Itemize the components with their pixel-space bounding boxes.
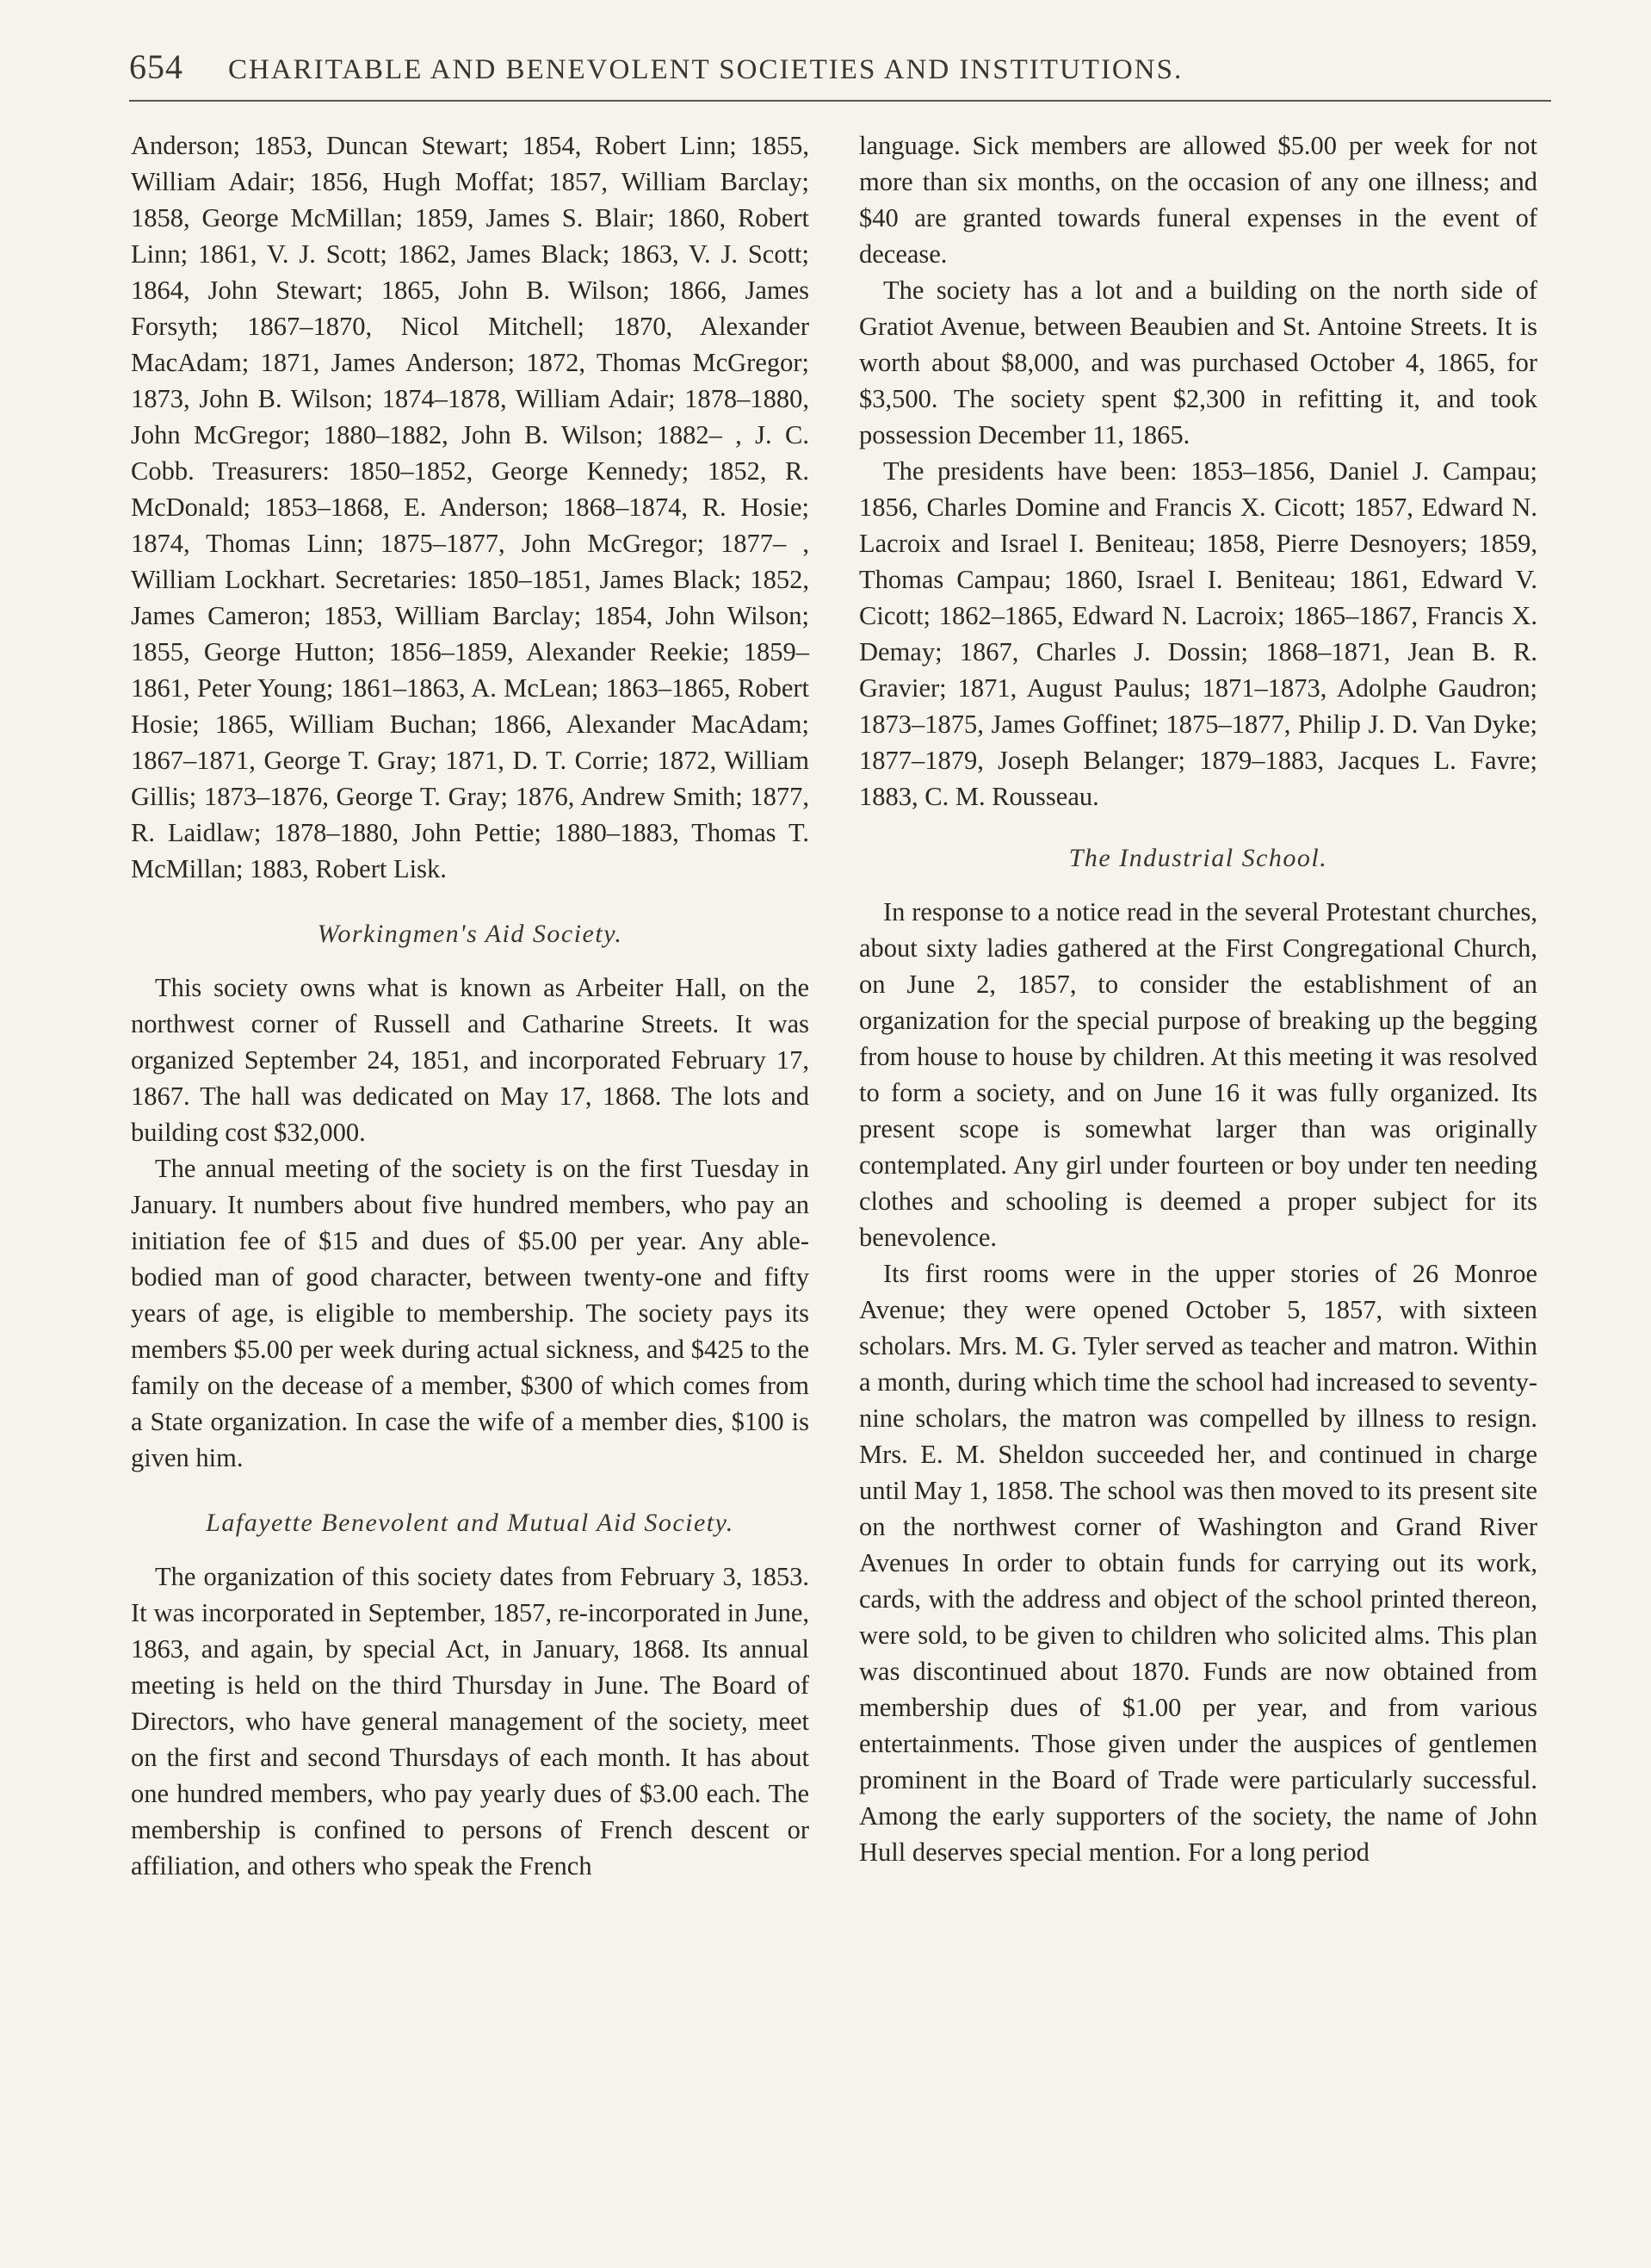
header-rule xyxy=(129,100,1551,102)
paragraph: language. Sick members are allowed $5.00 per week for not more than six months, on the occasion of any one illness; and $40 are granted towards funeral expenses in the event of decease. xyxy=(859,131,1537,269)
section-heading-workingmens-aid-society: Workingmen's Aid Society. xyxy=(317,920,623,948)
running-title: CHARITABLE AND BENEVOLENT SOCIETIES AND INSTITUTIONS. xyxy=(228,54,1184,85)
paragraph: This society owns what is known as Arbeiter Hall, on the northwest corner of Russell and Catharine Streets. It was organized September 24, 1851, and incorporated February 17, 1867. The hall was dedicated on May 17, 1868. The lots and building cost $32,000. xyxy=(131,973,809,1147)
paragraph: In response to a notice read in the several Protestant churches, about sixty ladies gathered at the First Congregational Church, on June 2, 1857, to consider the establishment of an organization for the special purpose of breaking up the begging from house to house by children. At this meeting it was resolved to form a society, and on June 16 it was fully organized. Its present scope is somewhat larger than was originally contemplated. Any girl under fourteen or boy under ten needing clothes and schooling is deemed a proper subject for its benevolence. xyxy=(859,897,1537,1252)
paragraph: The society has a lot and a building on the north side of Gratiot Avenue, between Beaubien and St. Antoine Streets. It is worth about $8,000, and was purchased October 4, 1865, for $3,500. The society spent $2,300 in refitting it, and took possession December 11, 1865. xyxy=(859,276,1537,449)
right-column xyxy=(859,127,1537,1870)
left-column xyxy=(131,127,809,1884)
section-heading-industrial-school: The Industrial School. xyxy=(1068,844,1328,872)
page-number: 654 xyxy=(129,47,183,86)
paragraph: The annual meeting of the society is on the first Tuesday in January. It numbers about five hundred members, who pay an initiation fee of $15 and dues of $5.00 per year. Any able-bodied man of good character, between twenty-one and fifty years of age, is eligible to membership. The society pays its members $5.00 per week during actual sickness, and $425 to the family on the decease of a member, $300 of which comes from a State organization. In case the wife of a member dies, $100 is given him. xyxy=(131,1154,809,1472)
section-heading-lafayette-society: Lafayette Benevolent and Mutual Aid Society. xyxy=(206,1509,734,1537)
paragraph-presidents-list: The presidents have been: 1853–1856, Daniel J. Campau; 1856, Charles Domine and Francis X. Cicott; 1857, Edward N. Lacroix and Israel I. Beniteau; 1858, Pierre Desnoyers; 1859, Thomas Campau; 1860, Israel I. Beniteau; 1861, Edward V. Cicott; 1862–1865, Edward N. Lacroix; 1865–1867, Francis X. Demay; 1867, Charles J. Dossin; 1868–1871, Jean B. R. Gravier; 1871, August Paulus; 1871–1873, Adolphe Gaudron; 1873–1875, James Goffinet; 1875–1877, Philip J. D. Van Dyke; 1877–1879, Joseph Belanger; 1879–1883, Jacques L. Favre; 1883, C. M. Rousseau. xyxy=(859,456,1537,811)
paragraph: The organization of this society dates from February 3, 1853. It was incorporated in September, 1857, re-incorporated in June, 1863, and again, by special Act, in January, 1868. Its annual meeting is held on the third Thursday in June. The Board of Directors, who have general management of the society, meet on the first and second Thursdays of each month. It has about one hundred members, who pay yearly dues of $3.00 each. The membership is confined to persons of French descent or affiliation, and others who speak the French xyxy=(131,1562,809,1881)
paragraph-officers-list: Anderson; 1853, Duncan Stewart; 1854, Robert Linn; 1855, William Adair; 1856, Hugh Moffat; 1857, William Barclay; 1858, George McMillan; 1859, James S. Blair; 1860, Robert Linn; 1861, V. J. Scott; 1862, James Black; 1863, V. J. Scott; 1864, John Stewart; 1865, John B. Wilson; 1866, James Forsyth; 1867–1870, Nicol Mitchell; 1870, Alexander MacAdam; 1871, James Anderson; 1872, Thomas McGregor; 1873, John B. Wilson; 1874–1878, William Adair; 1878–1880, John McGregor; 1880–1882, John B. Wilson; 1882– , J. C. Cobb. Treasurers: 1850–1852, George Kennedy; 1852, R. McDonald; 1853–1868, E. Anderson; 1868–1874, R. Hosie; 1874, Thomas Linn; 1875–1877, John McGregor; 1877– , William Lockhart. Secretaries: 1850–1851, James Black; 1852, James Cameron; 1853, William Barclay; 1854, John Wilson; 1855, George Hutton; 1856–1859, Alexander Reekie; 1859–1861, Peter Young; 1861–1863, A. McLean; 1863–1865, Robert Hosie; 1865, William Buchan; 1866, Alexander MacAdam; 1867–1871, George T. Gray; 1871, D. T. Corrie; 1872, William Gillis; 1873–1876, George T. Gray; 1876, Andrew Smith; 1877, R. Laidlaw; 1878–1880, John Pettie; 1880–1883, Thomas T. McMillan; 1883, Robert Lisk. xyxy=(131,131,809,883)
paragraph: Its first rooms were in the upper stories of 26 Monroe Avenue; they were opened October 5, 1857, with sixteen scholars. Mrs. M. G. Tyler served as teacher and matron. Within a month, during which time the school had increased to seventy-nine scholars, the matron was compelled by illness to resign. Mrs. E. M. Sheldon succeeded her, and continued in charge until May 1, 1858. The school was then moved to its present site on the northwest corner of Washington and Grand River Avenues In order to obtain funds for carrying out its work, cards, with the address and object of the school printed thereon, were sold, to be given to children who solicited alms. This plan was discontinued about 1870. Funds are now obtained from membership dues of $1.00 per year, and from various entertainments. Those given under the auspices of gentlemen prominent in the Board of Trade were particularly successful. Among the early supporters of the society, the name of John Hull deserves special mention. For a long period xyxy=(859,1259,1537,1867)
running-header xyxy=(129,46,1551,87)
